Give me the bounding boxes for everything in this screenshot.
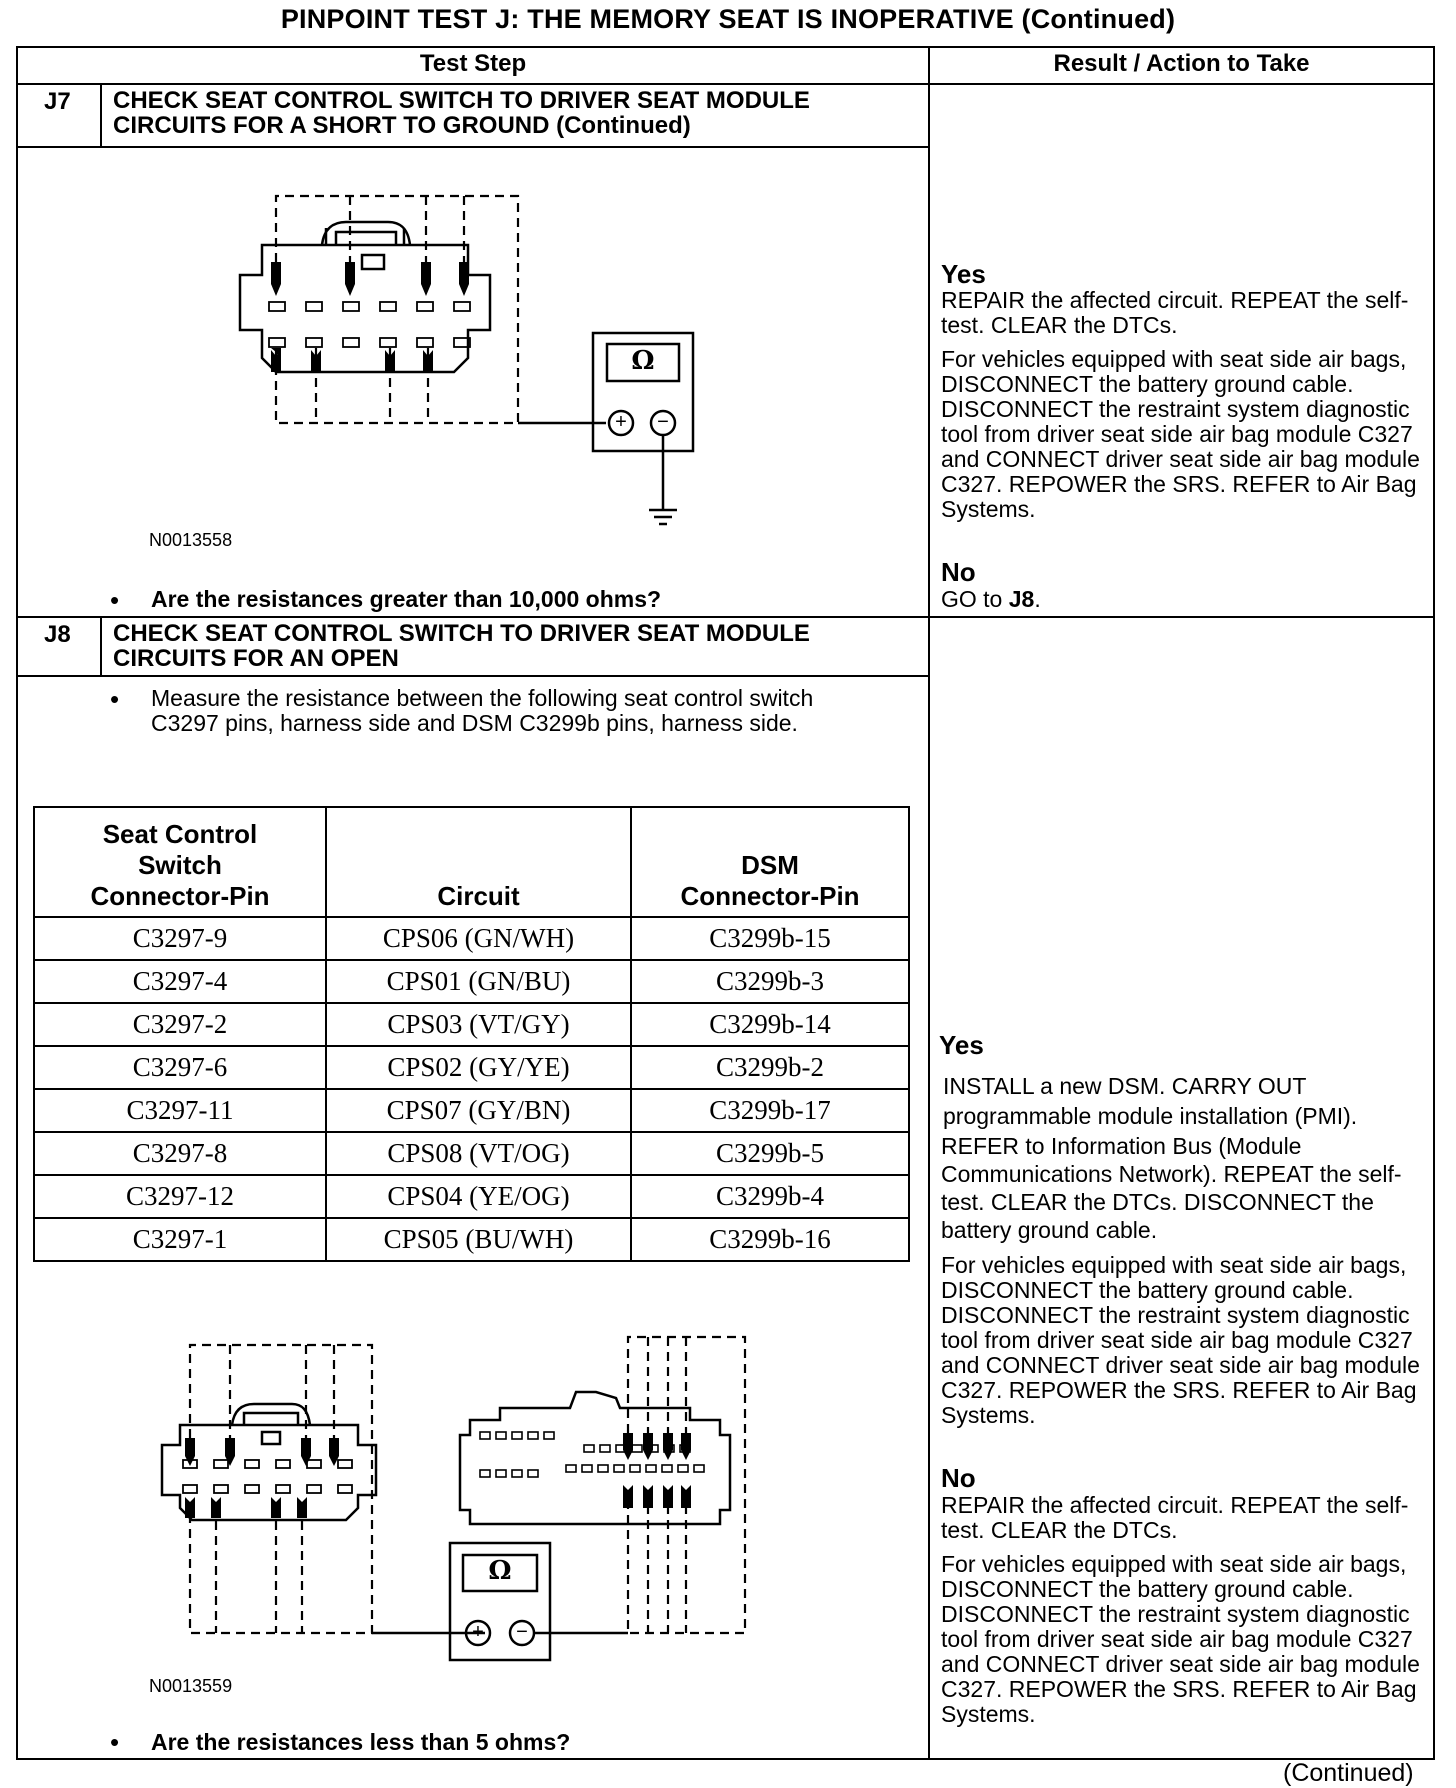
dsm-pin-cell: C3299b-16 — [631, 1218, 909, 1261]
j7-figure-id: N0013558 — [149, 530, 233, 550]
j7-plus-terminal: + — [615, 411, 627, 433]
dsm-pin-cell: C3299b-3 — [631, 960, 909, 1003]
circuit-cell: CPS06 (GN/WH) — [326, 917, 631, 960]
j7-yes-text1: REPAIR the affected circuit. REPEAT the self-test. CLEAR the DTCs. — [941, 287, 1409, 338]
switch-pin-cell: C3297-12 — [34, 1175, 326, 1218]
j8-figure-id: N0013559 — [149, 1676, 233, 1696]
switch-pin-cell: C3297-6 — [34, 1046, 326, 1089]
j8-yes-text1: INSTALL a new DSM. CARRY OUT programmable module installation (PMI). — [943, 1073, 1358, 1129]
j7-ohm-symbol: Ω — [631, 346, 655, 376]
j8-minus-terminal: − — [516, 1621, 528, 1643]
j7-step-id: J7 — [44, 88, 71, 115]
circuit-cell: CPS04 (YE/OG) — [326, 1175, 631, 1218]
dsm-pin-cell: C3299b-15 — [631, 917, 909, 960]
j8-title-line1: CHECK SEAT CONTROL SWITCH TO DRIVER SEAT MODULE — [113, 620, 810, 647]
j8-plus-terminal: + — [472, 1621, 484, 1643]
j8-bullet: • — [110, 684, 120, 714]
j7-title-line2: CIRCUITS FOR A SHORT TO GROUND (Continued) — [113, 112, 691, 139]
switch-pin-cell: C3297-9 — [34, 917, 326, 960]
j7-question: Are the resistances greater than 10,000 ohms? — [151, 586, 662, 612]
circuit-cell: CPS07 (GY/BN) — [326, 1089, 631, 1132]
j8-ohm-symbol: Ω — [488, 1556, 512, 1586]
j7-no-go-to: GO to — [941, 586, 1003, 612]
dsm-pin-cell: C3299b-5 — [631, 1132, 909, 1175]
dsm-pin-cell: C3299b-4 — [631, 1175, 909, 1218]
j8-title-line2: CIRCUITS FOR AN OPEN — [113, 645, 399, 672]
page-title: PINPOINT TEST J: THE MEMORY SEAT IS INOPERATIVE (Continued) — [280, 4, 1176, 34]
continued-label: (Continued) — [1283, 1759, 1414, 1787]
dsm-pin-cell: C3299b-14 — [631, 1003, 909, 1046]
j8-instruction: Measure the resistance between the following seat control switch C3297 pins, harness side and DSM C3299b pins, harness side. — [151, 685, 814, 736]
j8-question: Are the resistances less than 5 ohms? — [151, 1729, 571, 1755]
j7-yes-text2: For vehicles equipped with seat side air bags, DISCONNECT the battery ground cable. DISCONNECT the restraint system diagnostic tool from driver seat side air bag module C327 and CONNECT driver seat side air bag module C327. REPOWER the SRS. REFER to Air Bag Systems. — [941, 346, 1420, 522]
j7-no-label: No — [941, 557, 976, 587]
circuit-cell: CPS03 (VT/GY) — [326, 1003, 631, 1046]
test-step-header: Test Step — [419, 50, 527, 77]
switch-pin-cell: C3297-1 — [34, 1218, 326, 1261]
circuit-header-label: Circuit — [437, 881, 520, 911]
switch-pin-cell: C3297-8 — [34, 1132, 326, 1175]
j7-yes-label: Yes — [941, 259, 986, 289]
j8-question-bullet: • — [110, 1727, 120, 1757]
dsm-pin-header-line1: DSM — [741, 850, 799, 880]
j7-no-end: . — [1034, 586, 1041, 612]
circuit-cell: CPS08 (VT/OG) — [326, 1132, 631, 1175]
switch-pin-header-line3: Connector-Pin — [90, 881, 270, 911]
j8-no-label: No — [941, 1463, 976, 1493]
j8-no-text2: For vehicles equipped with seat side air bags, DISCONNECT the battery ground cable. DISCONNECT the restraint system diagnostic tool from driver seat side air bag module C327 and CONNECT driver seat side air bag module C327. REPOWER the SRS. REFER to Air Bag Systems. — [941, 1551, 1420, 1727]
j8-yes-text3: For vehicles equipped with seat side air bags, DISCONNECT the battery ground cable. DISCONNECT the restraint system diagnostic tool from driver seat side air bag module C327 and CONNECT driver seat side air bag module C327. REPOWER the SRS. REFER to Air Bag Systems. — [941, 1252, 1420, 1428]
switch-pin-header-line2: Switch — [138, 850, 222, 880]
result-action-header: Result / Action to Take — [1053, 50, 1310, 77]
switch-pin-cell: C3297-11 — [34, 1089, 326, 1132]
circuit-cell: CPS05 (BU/WH) — [326, 1218, 631, 1261]
j7-bullet: • — [110, 585, 120, 615]
j8-step-id: J8 — [44, 621, 71, 648]
switch-pin-header-line1: Seat Control — [102, 819, 258, 849]
switch-pin-cell: C3297-4 — [34, 960, 326, 1003]
dsm-pin-header-line2: Connector-Pin — [680, 881, 860, 911]
j8-yes-text2: REFER to Information Bus (Module Communications Network). REPEAT the self-test. CLEAR the DTCs. DISCONNECT the battery ground cable. — [941, 1133, 1402, 1243]
switch-pin-cell: C3297-2 — [34, 1003, 326, 1046]
j7-no-target[interactable]: J8 — [1008, 586, 1035, 612]
dsm-pin-cell: C3299b-2 — [631, 1046, 909, 1089]
j8-yes-label: Yes — [939, 1030, 984, 1060]
j8-no-text1: REPAIR the affected circuit. REPEAT the self-test. CLEAR the DTCs. — [941, 1492, 1409, 1543]
j7-minus-terminal: − — [657, 411, 669, 433]
dsm-pin-cell: C3299b-17 — [631, 1089, 909, 1132]
circuit-cell: CPS02 (GY/YE) — [326, 1046, 631, 1089]
circuit-cell: CPS01 (GN/BU) — [326, 960, 631, 1003]
j7-title-line1: CHECK SEAT CONTROL SWITCH TO DRIVER SEAT MODULE — [113, 87, 810, 114]
